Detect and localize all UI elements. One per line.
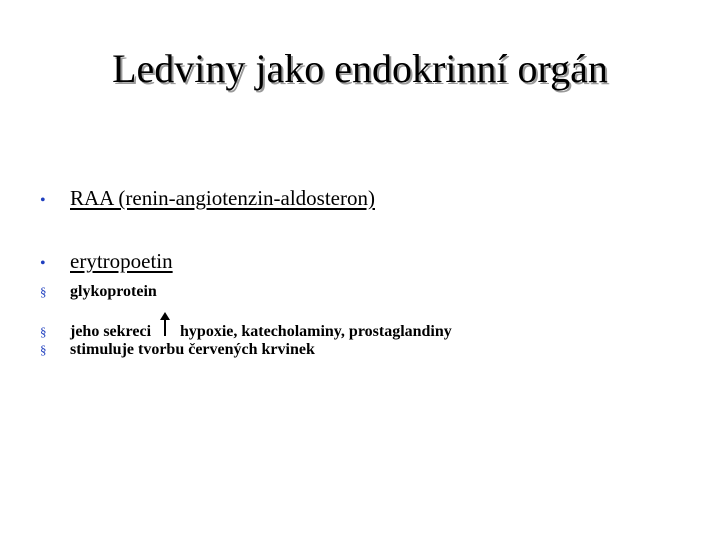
sub-list-item-label-before: jeho sekreci xyxy=(70,323,152,340)
sub-list-item-label-after: hypoxie, katecholaminy, prostaglandiny xyxy=(180,323,452,340)
list-item-raa xyxy=(40,186,375,211)
sub-list-item-sekrece xyxy=(40,312,452,341)
bullet-marker: • xyxy=(40,255,46,272)
sub-list-item-krvinky xyxy=(40,341,315,359)
sub-bullet-marker: § xyxy=(40,324,47,339)
sub-bullet-marker: § xyxy=(40,342,47,357)
sub-bullet-marker: § xyxy=(40,284,47,299)
slide-title: Ledviny jako endokrinní orgán xyxy=(112,46,608,91)
bullet-marker: • xyxy=(40,192,46,209)
arrow-up-icon xyxy=(159,312,171,336)
list-item-label: erytropoetin xyxy=(70,249,173,273)
list-item-label: RAA (renin-angiotenzin-aldosteron) xyxy=(70,186,375,210)
sub-list-item-label: glykoprotein xyxy=(70,283,157,300)
list-item-erytropoetin xyxy=(40,249,173,274)
sub-list-item-glykoprotein xyxy=(40,283,157,301)
sub-list-item-label: stimuluje tvorbu červených krvinek xyxy=(70,341,315,358)
